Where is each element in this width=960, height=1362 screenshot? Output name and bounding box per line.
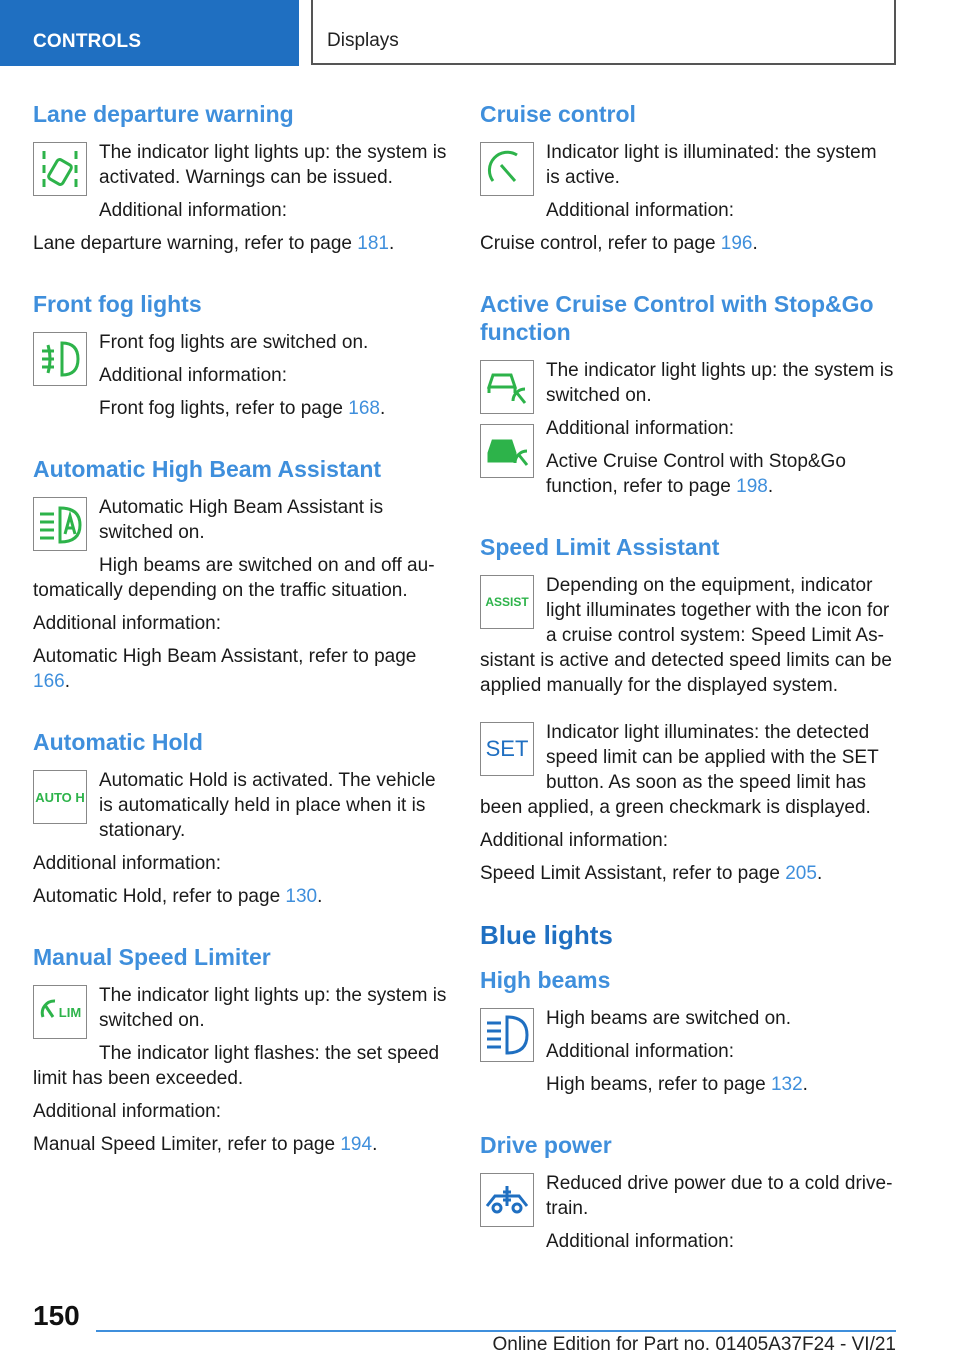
right-column — [480, 100, 895, 1288]
text-line: The indicator light flashes: the set speed — [99, 1043, 440, 1064]
page-link[interactable]: 181 — [357, 233, 389, 254]
text: Automatic Hold is activated. The vehicle is automatically held in place when it is stationary. — [99, 770, 436, 841]
reference: Lane departure warning, refer to page 181. — [33, 233, 395, 254]
auto-hold-icon: AUTO H — [33, 770, 87, 824]
text: The indicator light lights up: the system is switched on. — [99, 985, 447, 1031]
set-icon: SET — [480, 722, 534, 776]
heading-automatic-hold: Automatic Hold — [33, 729, 203, 755]
heading-speed-limiter: Manual Speed Limiter — [33, 944, 271, 970]
high-beam-assistant-icon — [33, 497, 87, 551]
text: Additional information: — [99, 200, 287, 221]
reference: High beams, refer to page 132. — [546, 1074, 808, 1095]
reference: Automatic Hold, refer to page 130. — [33, 886, 323, 907]
section-drive-power — [480, 1131, 895, 1254]
text-continued: sistant is active and detected speed limits can be applied manually for the displayed system. — [480, 650, 892, 696]
assist-icon: ASSIST — [480, 575, 534, 629]
text: The indicator light lights up: the system is activated. Warnings can be issued. — [99, 142, 447, 188]
heading-blue-lights: Blue lights — [480, 920, 613, 950]
page-footer — [0, 1290, 960, 1362]
page-link[interactable]: 166 — [33, 671, 65, 692]
text: Reduced drive power due to a cold drivetrain. — [546, 1173, 893, 1219]
page-link[interactable]: 168 — [348, 398, 380, 419]
left-column — [33, 100, 448, 1191]
heading-front-fog: Front fog lights — [33, 291, 202, 317]
heading-speed-limit-assistant: Speed Limit Assistant — [480, 534, 720, 560]
text: The indicator light lights up: the system is switched on. — [546, 360, 894, 406]
page-link[interactable]: 198 — [736, 476, 768, 497]
text-line: High beams are switched on and off au- — [99, 555, 435, 576]
text: Automatic High Beam Assistant is switched on. — [99, 497, 384, 543]
text: Additional information: — [546, 1231, 734, 1252]
text-line: Depending on the equipment, indicator light illuminates together with the icon for a cruise control system: Speed Limit As- — [546, 575, 890, 646]
high-beams-icon — [480, 1008, 534, 1062]
page-link[interactable]: 196 — [720, 233, 753, 254]
text: High beams are switched on. — [546, 1008, 792, 1029]
heading-lane-departure: Lane departure warning — [33, 101, 294, 127]
section-high-beams — [480, 966, 895, 1097]
text: Additional information: — [480, 830, 668, 851]
section-automatic-hold — [33, 728, 448, 909]
text: Indicator light is illuminated: the system is active. — [546, 142, 877, 188]
page-link[interactable]: 132 — [770, 1074, 803, 1095]
cruise-control-icon — [480, 142, 534, 196]
text: Additional information: — [546, 418, 734, 439]
text: Additional information: — [33, 613, 221, 634]
heading-high-beams: High beams — [480, 967, 611, 993]
text-continued: tomatically depending on the traffic situation. — [33, 580, 408, 601]
text: Additional information: — [33, 853, 221, 874]
heading-drive-power: Drive power — [480, 1132, 612, 1158]
section-front-fog — [33, 290, 448, 421]
text: Front fog lights are switched on. — [99, 332, 369, 353]
text: Additional information: — [546, 1041, 734, 1062]
speed-limiter-icon: LIM — [33, 985, 87, 1039]
lane-departure-icon — [33, 142, 87, 196]
reference: Speed Limit Assistant, refer to page 205. — [480, 863, 823, 884]
chapter-title: Displays — [311, 0, 896, 65]
page-link[interactable]: 205 — [785, 863, 817, 884]
drive-power-icon — [480, 1173, 534, 1227]
footer-divider — [96, 1330, 896, 1332]
heading-high-beam-assistant: Automatic High Beam Assistant — [33, 456, 382, 482]
reference: Cruise control, refer to page 196. — [480, 233, 758, 254]
section-tab: CONTROLS — [0, 0, 299, 66]
reference: Manual Speed Limiter, refer to page 194. — [33, 1134, 378, 1155]
section-lane-departure — [33, 100, 448, 256]
acc-outline-icon — [480, 360, 534, 414]
page-number: 150 — [33, 1300, 80, 1331]
acc-vehicle-icon — [480, 424, 534, 478]
heading-active-cruise: Active Cruise Control with Stop&Go function — [480, 291, 874, 345]
edition-text: Online Edition for Part no. 01405A37F24 - VI/21 — [492, 1334, 896, 1355]
text: Additional information: — [99, 365, 287, 386]
page-link[interactable]: 130 — [285, 886, 318, 907]
reference: Front fog lights, refer to page 168. — [99, 398, 386, 419]
text: Additional information: — [33, 1101, 221, 1122]
section-active-cruise — [480, 290, 895, 499]
front-fog-icon — [33, 332, 87, 386]
section-speed-limiter — [33, 943, 448, 1157]
reference: Automatic High Beam Assistant, refer to page 166. — [33, 646, 417, 692]
section-high-beam-assistant — [33, 455, 448, 694]
page-header — [0, 0, 960, 66]
heading-cruise-control: Cruise control — [480, 101, 636, 127]
text-continued: limit has been exceeded. — [33, 1068, 244, 1089]
text: Additional information: — [546, 200, 734, 221]
text-continued: been applied, a green checkmark is displayed. — [480, 797, 871, 818]
reference: Active Cruise Control with Stop&Go function, refer to page 198. — [546, 451, 846, 497]
page-link[interactable]: 194 — [340, 1134, 373, 1155]
text-line: Indicator light illuminates: the detected speed limit can be applied with the SET button. As soon as the speed limit has — [546, 722, 879, 793]
section-speed-limit-assistant — [480, 533, 895, 886]
section-cruise-control — [480, 100, 895, 256]
